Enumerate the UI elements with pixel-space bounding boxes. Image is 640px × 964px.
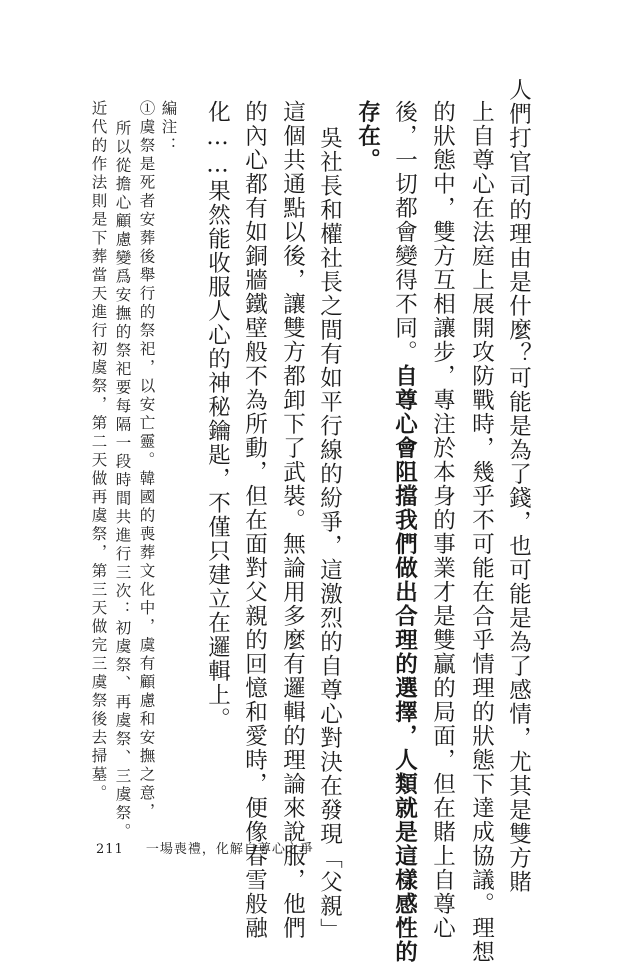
notes-line-1: ①虞祭是死者安葬後舉行的祭祀，以安亡靈。韓國的喪葬文化中，虞有顧慮和安撫之意，: [137, 100, 156, 822]
body-line-3: 的狀態中，雙方互相讓步，專注於本身的事業才是雙贏的局面，但在賭上自尊心: [429, 100, 456, 940]
body-line-4: [393, 100, 416, 964]
notes-heading: 編注：: [159, 100, 178, 156]
chapter-title: 一場喪禮，化解自尊心之爭: [145, 842, 314, 857]
notes-line-3: 近代的作法則是下葬當天進行初虞祭，第二天做再虞祭，第三天做完三虞祭後去掃墓。: [89, 100, 108, 803]
body-line-9: 化……果然能收服人心的神秘鑰匙，不僅只建立在邏輯上。: [204, 100, 231, 731]
notes-line-2: 所以從擔心顧慮變爲安撫的祭祀要每隔一段時間共進行三次：初虞祭、再虞祭、三虞祭。: [113, 120, 132, 842]
body-line-1: 人們打官司的理由是什麼？可能是為了錢，也可能是為了感情，尤其是雙方賭: [505, 78, 532, 894]
page-footer: [96, 838, 314, 857]
body-line-8: 的內心都有如銅牆鐵壁般不為所動，但在面對父親的回憶和愛時，便像春雪般融: [241, 100, 268, 940]
body-line-4-emphasis: 自尊心會阻擋我們做出合理的選擇，人類就是這樣感性的: [391, 364, 418, 964]
body-line-4-plain: 後，一切都會變得不同。: [391, 100, 418, 364]
body-line-6: 吳社長和權社長之間有如平行線的紛爭，這激烈的自尊心對決在發現「父親」: [316, 126, 343, 942]
body-line-5-emphasis: 存在。: [354, 100, 381, 172]
page-number: 211: [96, 842, 124, 857]
body-line-7: 這個共通點以後，讓雙方都卸下了武裝。無論用多麼有邏輯的理論來說服，他們: [279, 100, 306, 940]
body-line-2: 上自尊心在法庭上展開攻防戰時，幾乎不可能在合乎情理的狀態下達成協議。理想: [468, 100, 495, 964]
